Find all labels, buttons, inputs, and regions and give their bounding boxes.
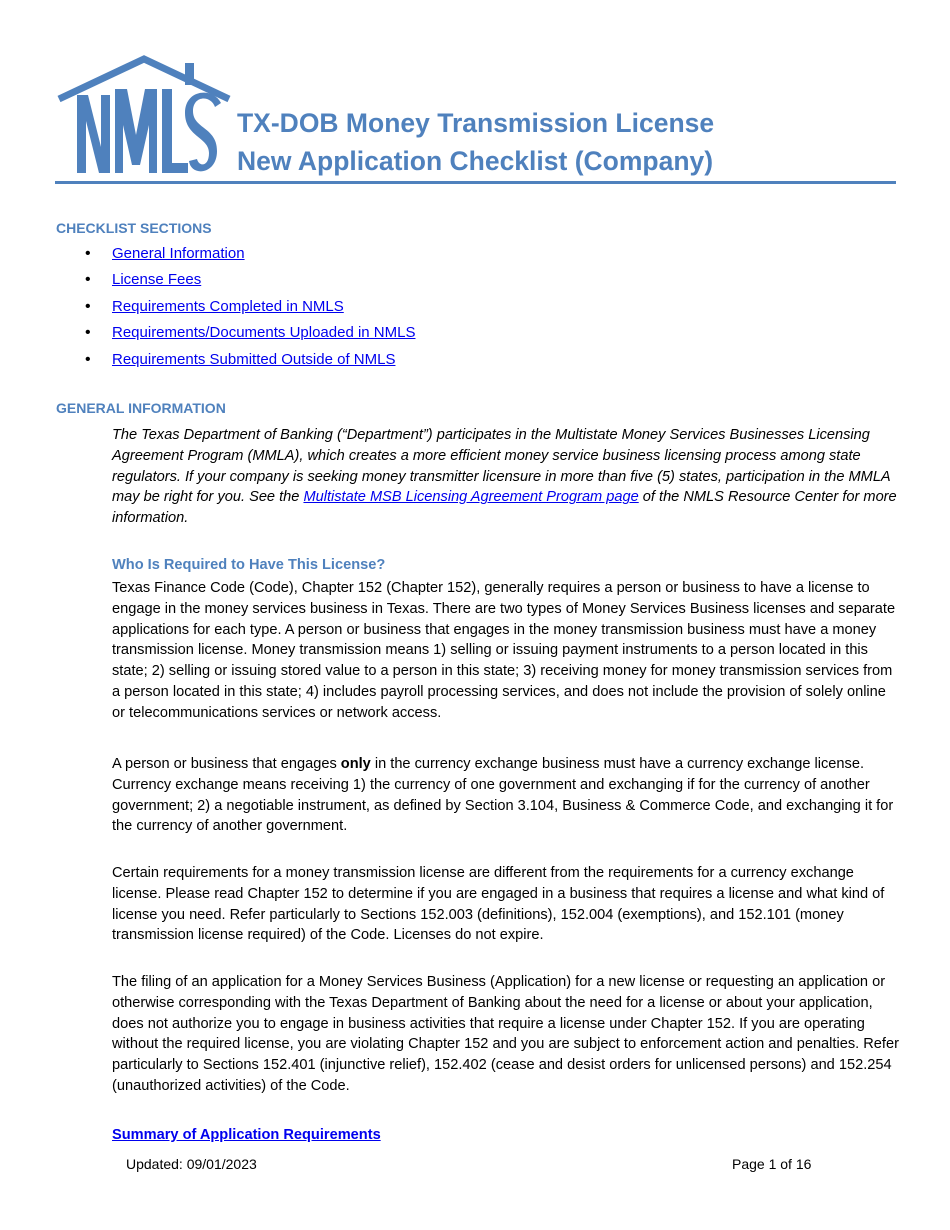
footer-page-number: Page 1 of 16 <box>732 1156 812 1172</box>
intro-text-end: of the NMLS Resource Center for more information. <box>112 489 897 527</box>
general-information-heading: GENERAL INFORMATION <box>56 400 226 416</box>
application-filing-paragraph: The filing of an application for a Money Services Business (Application) for a new license or requesting an application or otherwise corresponding with the Texas Department of Banking about the need for a license or about your application, does not authorize you to engage in business activities that require a license under Chapter 152. If you are operating without the required license, you are violating Chapter 152 and you are subject to enforcement action and penalties. Refer particularly to Sections 152.401 (injunctive relief), 152.402 (cease and desist orders for unlicensed persons) and 152.254 (unauthorized activities) of the Code. <box>112 974 899 1094</box>
list-item <box>112 244 415 270</box>
mmla-program-link[interactable]: Multistate MSB Licensing Agreement Program page <box>303 489 639 506</box>
title-divider <box>55 181 896 184</box>
checklist-heading: CHECKLIST SECTIONS <box>56 220 212 236</box>
list-item <box>112 323 415 349</box>
summary-of-requirements-link[interactable]: Summary of Application Requirements <box>112 1127 381 1143</box>
currency-text-end: in the currency exchange business must have a currency exchange license. Currency exchange means receiving 1) the currency of one government and exchanging if for the currency of another government; 2) a negotiable instrument, as defined by Section 3.104, Business & Commerce Code, and exchanging it for the currency of another government. <box>112 756 894 835</box>
toc-link-requirements-uploaded[interactable]: Requirements/Documents Uploaded in NMLS <box>112 324 416 342</box>
list-item <box>112 350 415 376</box>
list-item <box>112 270 415 296</box>
checklist-list <box>112 244 415 376</box>
emphasis-only: only <box>340 756 371 772</box>
nmls-logo <box>55 55 233 177</box>
list-item <box>112 297 415 323</box>
toc-link-requirements-completed[interactable]: Requirements Completed in NMLS <box>112 297 344 315</box>
intro-paragraph <box>112 425 902 529</box>
license-requirement-paragraph: Texas Finance Code (Code), Chapter 152 (Chapter 152), generally requires a person or business to have a license to engage in the money services business in Texas. There are two types of Money Services Business licenses and separate applications for each type. A person or business that engages in the money transmission business must have a money transmission license. Money transmission means 1) selling or issuing payment instruments to a person located in this state; 2) selling or issuing stored value to a person in this state; 3) receiving money for money transmission services from a person located in this state; 4) includes payroll processing services, and does not include the provision of solely online or telecommunications services or network access. <box>112 580 896 721</box>
footer-updated-date: Updated: 09/01/2023 <box>126 1156 257 1172</box>
toc-link-general-information[interactable]: General Information <box>112 245 245 262</box>
currency-exchange-paragraph <box>112 754 902 837</box>
toc-link-license-fees[interactable]: License Fees <box>112 271 202 289</box>
title-line-1: TX-DOB Money Transmission License <box>237 108 715 138</box>
page-title <box>237 104 714 180</box>
who-required-heading: Who Is Required to Have This License? <box>112 557 386 573</box>
toc-link-requirements-outside[interactable]: Requirements Submitted Outside of NMLS <box>112 350 396 368</box>
intro-text-start: The Texas Department of Banking (“Department”) participates in the Multistate Money Services Businesses Licensing Agreement Program (MMLA), which creates a more efficient money service business licensing process among state regulators. If your company is seeking money transmitter licensure in more than five (5) states, participation in the MMLA may be right for you. See the <box>112 427 891 506</box>
currency-text-start: A person or business that engages <box>112 756 341 772</box>
title-line-2: New Application Checklist (Company) <box>237 146 714 176</box>
requirements-difference-paragraph: Certain requirements for a money transmission license are different from the requirements for a currency exchange license. Please read Chapter 152 to determine if you are engaged in a business that requires a license and what kind of license you need. Refer particularly to Sections 152.003 (definitions), 152.004 (exemptions), and 152.101 (money transmission license required) of the Code. Licenses do not expire. <box>112 865 885 944</box>
